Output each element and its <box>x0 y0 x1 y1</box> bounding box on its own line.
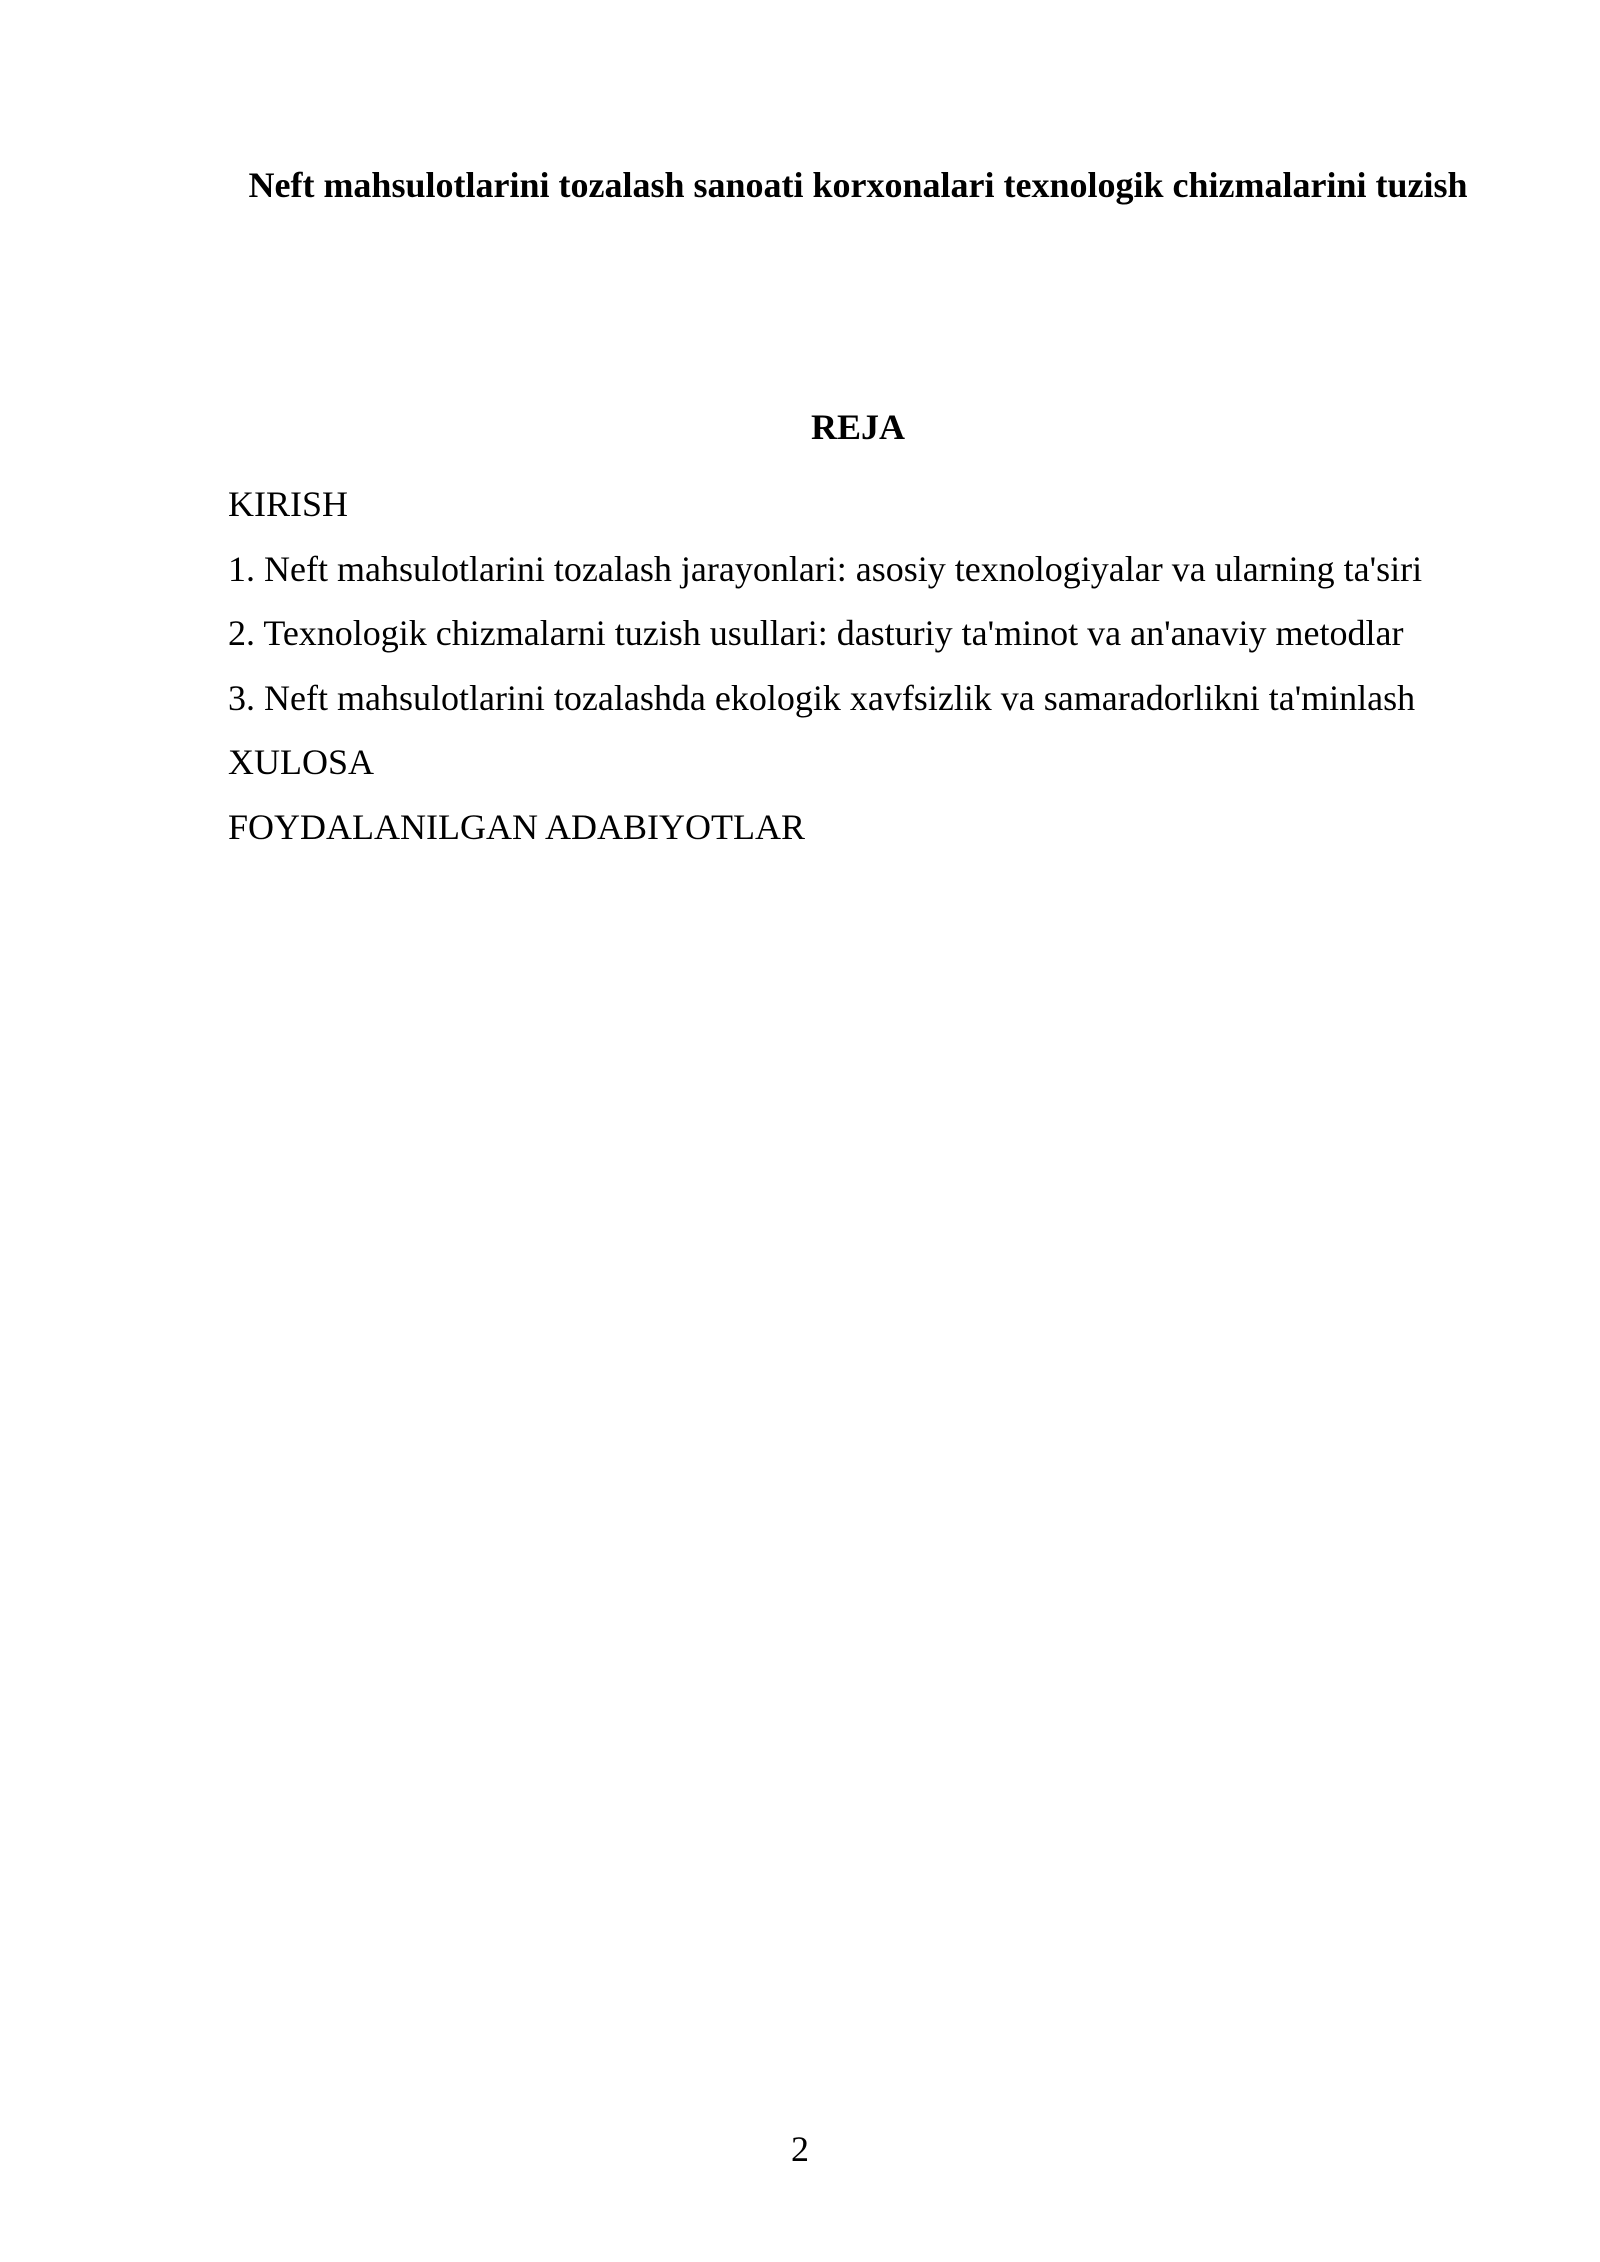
plan-list <box>228 472 1528 860</box>
plan-item-references: FOYDALANILGAN ADABIYOTLAR <box>228 806 805 847</box>
plan-item-1: 1. Neft mahsulotlarini tozalash jarayonlari: asosiy texnologiyalar va ularning ta'siri <box>228 548 1423 589</box>
plan-heading: REJA <box>810 407 905 447</box>
plan-item-3: 3. Neft mahsulotlarini tozalashda ekologik xavfsizlik va samaradorlikni ta'minlash <box>228 677 1416 718</box>
plan-item-2: 2. Texnologik chizmalarni tuzish usullari: dasturiy ta'minot va an'anaviy metodlar <box>228 613 1404 654</box>
document-title: Neft mahsulotlarini tozalash sanoati korxonalari texnologik chizmalarini tuzish <box>248 165 1468 205</box>
plan-item-introduction: KIRISH <box>228 484 349 524</box>
page-number: 2 <box>791 2129 809 2169</box>
plan-item-conclusion: XULOSA <box>228 742 375 783</box>
